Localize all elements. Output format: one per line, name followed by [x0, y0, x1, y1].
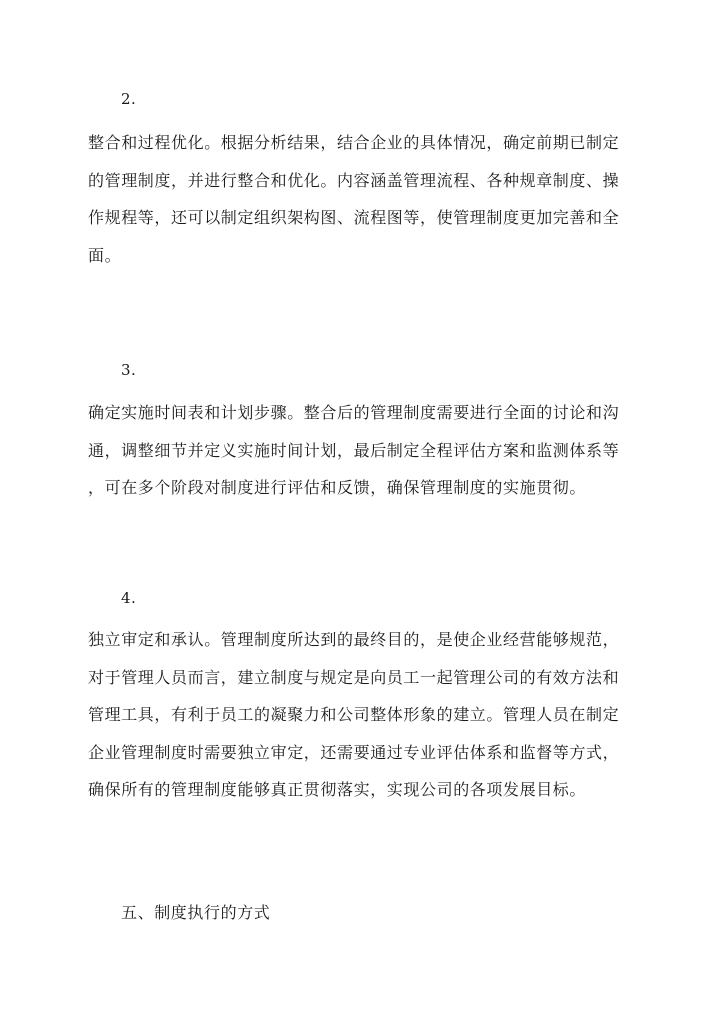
- paragraph-line: 企业管理制度时需要独立审定，还需要通过专业评估体系和监督等方式，: [88, 742, 620, 762]
- section-number: 2.: [121, 90, 137, 108]
- section-number: 4.: [121, 589, 137, 607]
- section-heading: 五、制度执行的方式: [121, 903, 271, 922]
- section-paragraph: [88, 394, 648, 507]
- paragraph-line: 的管理制度，并进行整合和优化。内容涵盖管理流程、各种规章制度、操: [88, 170, 620, 190]
- paragraph-line: 独立审定和承认。管理制度所达到的最终目的，是使企业经营能够规范，: [88, 630, 620, 649]
- paragraph-line: 面。: [88, 245, 122, 265]
- section-paragraph: [88, 621, 648, 809]
- paragraph-line: 对于管理人员而言，建立制度与规定是向员工一起管理公司的有效方法和: [88, 667, 620, 687]
- paragraph-line: ，可在多个阶段对制度进行评估和反馈，确保管理制度的实施贯彻。: [88, 478, 587, 497]
- paragraph-line: 整合和过程优化。根据分析结果，结合企业的具体情况，确定前期已制定: [88, 133, 620, 152]
- section-number: 3.: [121, 361, 137, 379]
- paragraph-line: 作规程等，还可以制定组织架构图、流程图等，使管理制度更加完善和全: [88, 208, 620, 227]
- paragraph-line: 确定实施时间表和计划步骤。整合后的管理制度需要进行全面的讨论和沟: [88, 403, 620, 422]
- paragraph-line: 通，调整细节并定义实施时间计划，最后制定全程评估方案和监测体系等: [88, 440, 620, 460]
- paragraph-line: 管理工具，有利于员工的凝聚力和公司整体形象的建立。管理人员在制定: [88, 705, 620, 724]
- paragraph-line: 确保所有的管理制度能够真正贯彻落实，实现公司的各项发展目标。: [88, 780, 587, 799]
- section-paragraph: [88, 124, 648, 274]
